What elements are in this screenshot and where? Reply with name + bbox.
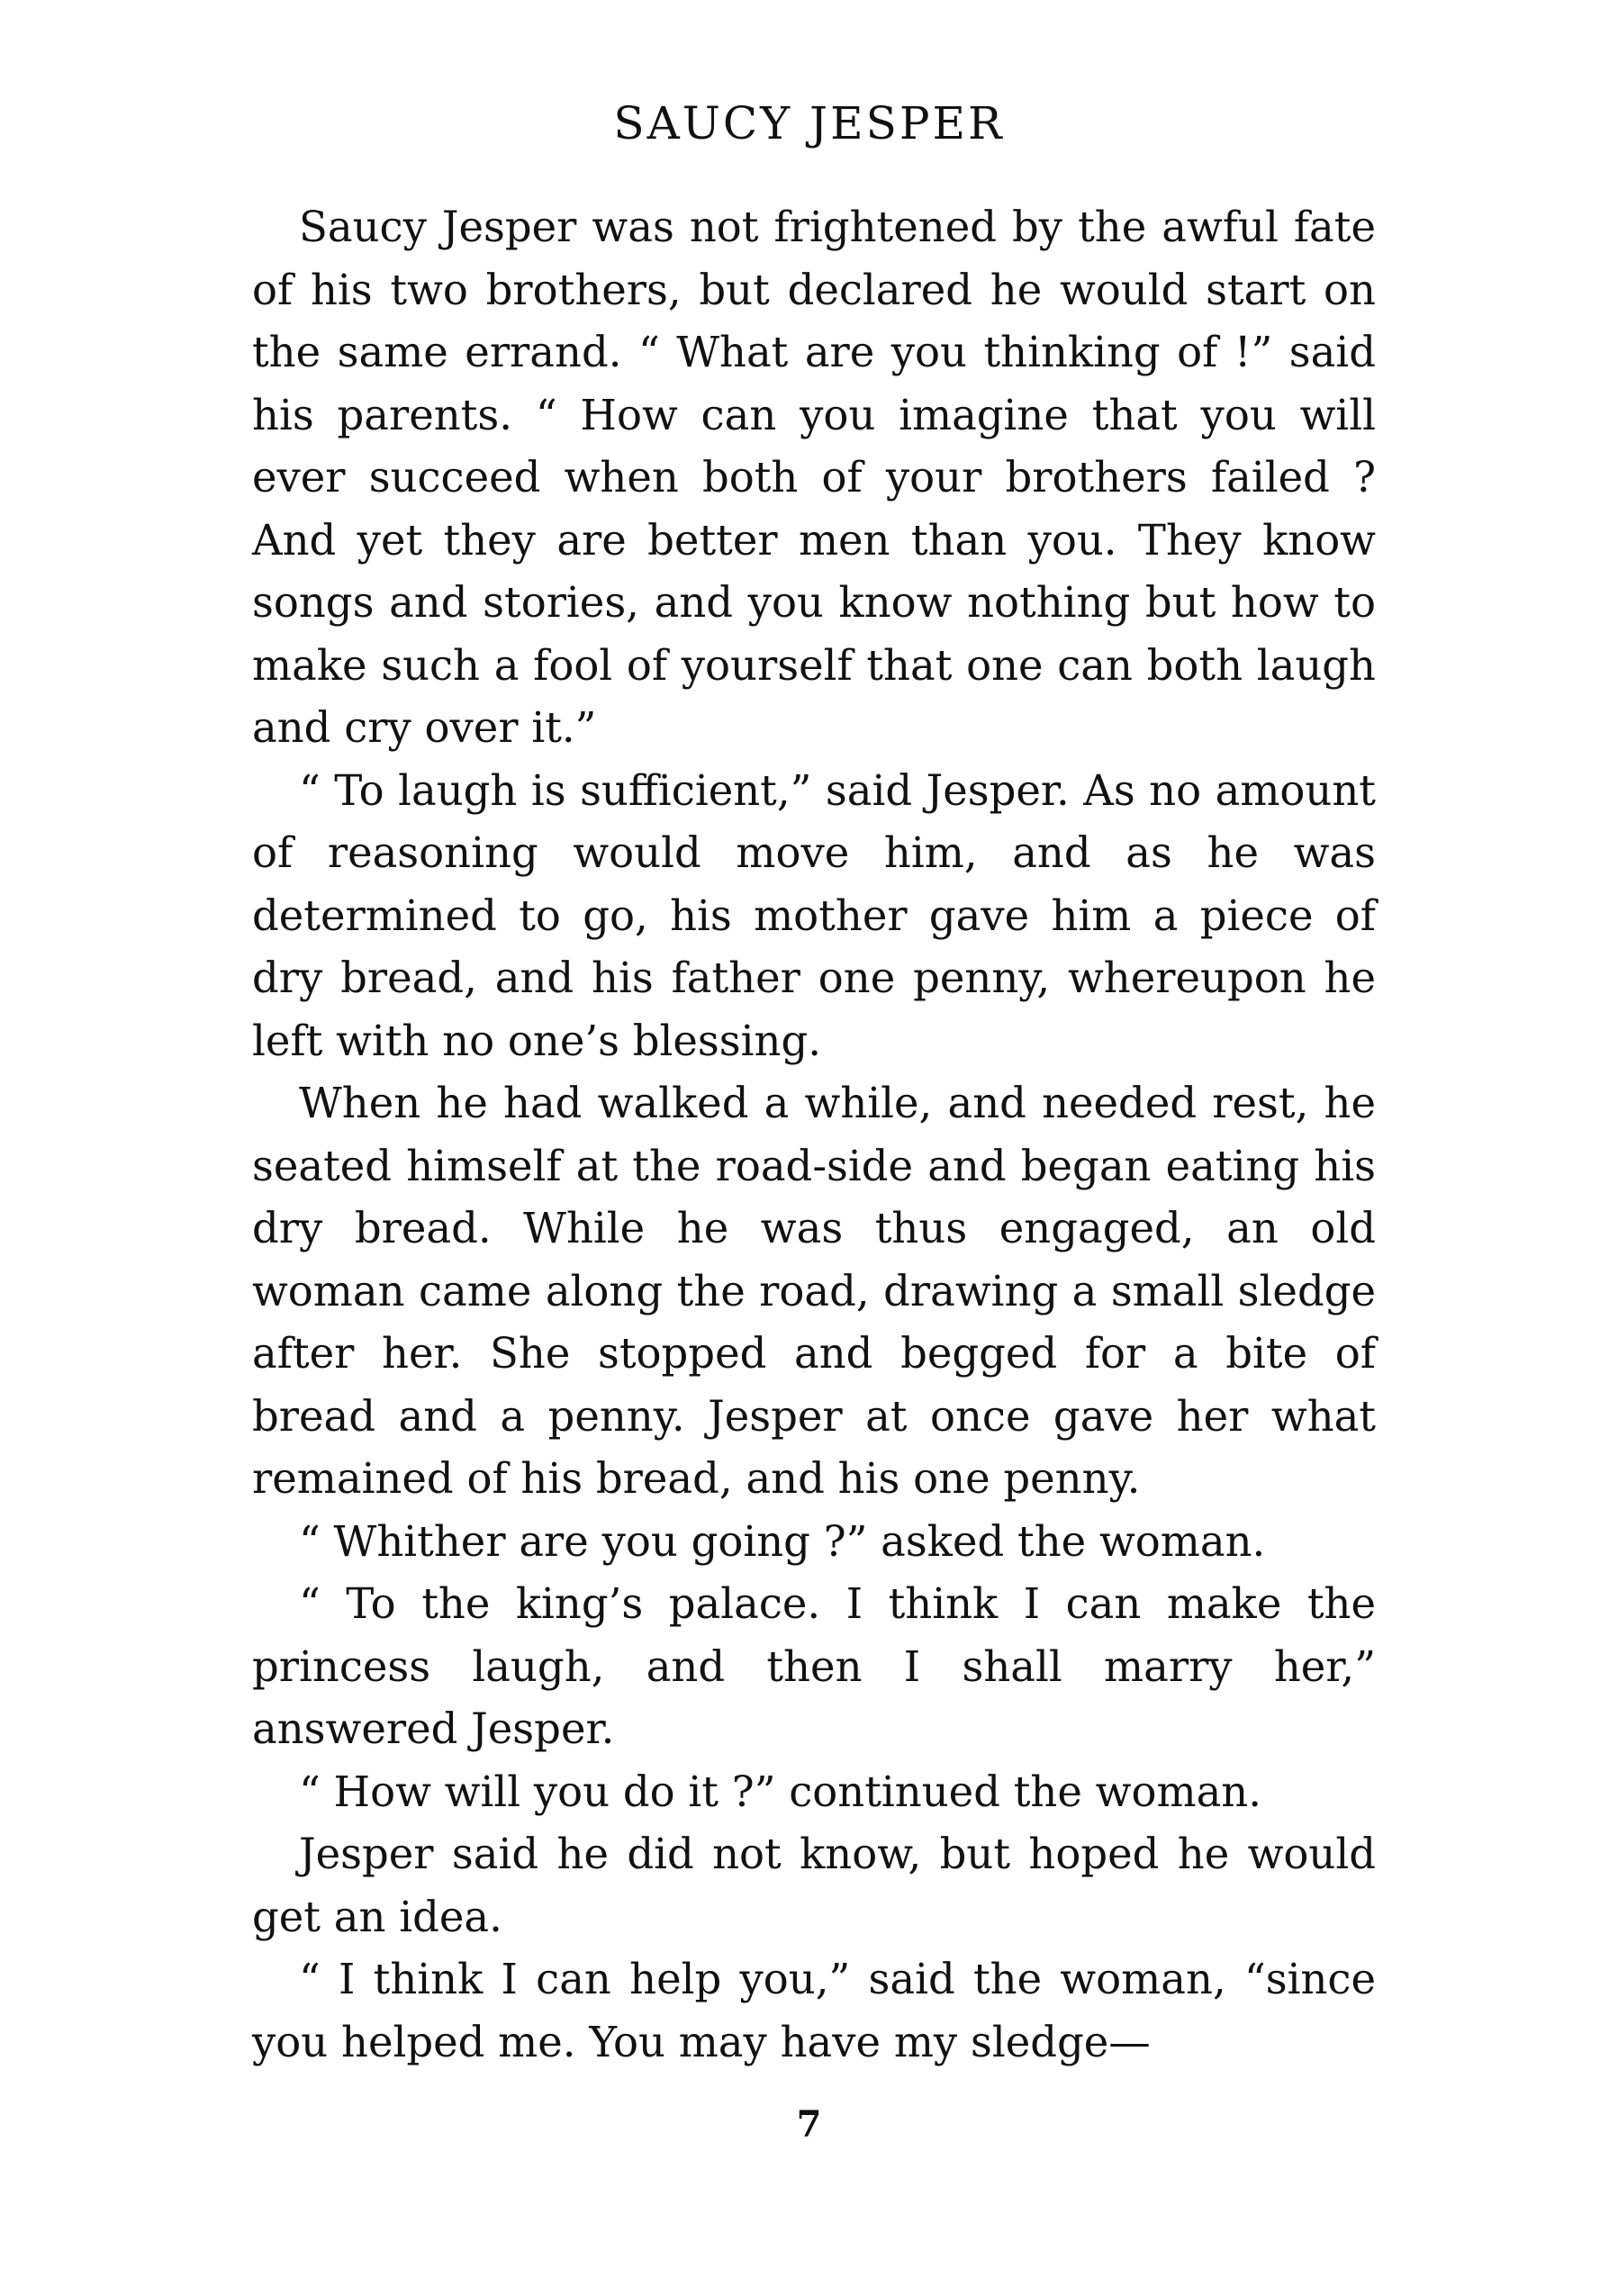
paragraph: “ I think I can help you,” said the woman, “since you helped me. You may have my sledge— [252, 1955, 1376, 2066]
paragraph: “ To the king’s palace. I think I can make the princess laugh, and then I shall marry her,” answered Jesper. [252, 1579, 1376, 1753]
paragraph: “ How will you do it ?” continued the woman. [299, 1767, 1262, 1816]
page-number: 7 [796, 2103, 822, 2146]
paragraph: Jesper said he did not know, but hoped he would get an idea. [252, 1830, 1376, 1941]
paragraph: When he had walked a while, and needed rest, he seated himself at the road-side and began eating his dry bread. While he was thus engaged, an old woman came along the road, drawing a small sledge after her. She stopped and begged for a bite of bread and a penny. Jesper at once gave her what remained of his bread, and his one penny. [252, 1079, 1376, 1503]
paragraph: “ Whither are you going ?” asked the woman. [299, 1516, 1266, 1566]
paragraph: Saucy Jesper was not frightened by the awful fate of his two brothers, but declared he would start on the same errand. “ What are you thinking of !” said his parents. “ How can you imagine that you will ever succeed when both of your brothers failed ? And yet they are better men than you. They know songs and stories, and you know nothing but how to make such a fool of yourself that one can both laugh and cry over it.” [252, 203, 1376, 752]
body-text [252, 196, 1376, 2074]
running-head: SAUCY JESPER [613, 97, 1005, 149]
paragraph: “ To laugh is sufficient,” said Jesper. As no amount of reasoning would move him, and as he was determined to go, his mother gave him a piece of dry bread, and his father one penny, whereupon he left with no one’s blessing. [252, 765, 1376, 1065]
